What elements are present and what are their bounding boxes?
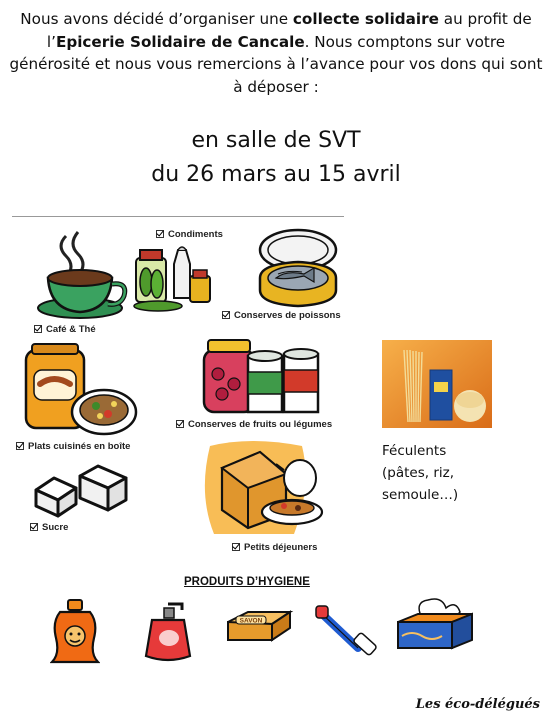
checkbox-icon [232,543,240,551]
checkbox-icon [156,230,164,238]
drop-off-info [0,124,552,192]
divider [12,216,344,217]
feculents-detail-1: (pâtes, riz, [382,465,455,481]
checkbox-icon [176,420,184,428]
intro-text-2: au profit de l’ [46,10,532,51]
tissue-box-icon [392,596,478,654]
signature: Les éco-délégués [415,697,540,712]
intro-highlight-collecte: collecte solidaire [292,10,439,28]
soap-bar-icon [222,608,296,648]
feculents-detail-2: semoule…) [382,487,459,503]
feculents-description [382,440,542,506]
intro-text-1: Nous avons décidé d’organiser une [20,10,293,28]
feculents-title: Féculents [382,443,447,459]
canned-meal-icon [22,340,140,438]
checkbox-icon [222,311,230,319]
label-cafe-the: Café & Thé [34,324,96,335]
breakfast-icon [202,438,330,534]
intro-text-3: . Nous comptons sur votre générosité et nous vous remercions à l’avance pour vos dons qui sont à déposer : [9,32,543,96]
checkbox-icon [30,523,38,531]
label-petits-dejeuners: Petits déjeuners [232,542,317,553]
label-sucre: Sucre [30,522,68,533]
pasta-photo [382,340,492,428]
toothbrush-icon [314,604,380,658]
hygiene-title: PRODUITS D’HYGIENE [184,576,310,588]
drop-off-location: en salle de SVT [191,128,361,153]
soap-pump-icon [140,598,196,662]
intro-paragraph [6,8,546,98]
label-condiments: Condiments [156,229,223,240]
drop-off-dates: du 26 mars au 15 avril [151,162,401,187]
checkbox-icon [16,442,24,450]
label-conserves-fruits-legumes: Conserves de fruits ou légumes [176,419,332,430]
shampoo-bottle-icon [50,598,100,664]
intro-highlight-epicerie: Epicerie Solidaire de Cancale [55,32,305,51]
fish-can-icon [250,224,344,312]
fruit-veg-cans-icon [200,334,324,416]
condiments-icon [128,242,220,314]
label-conserves-poissons: Conserves de poissons [222,310,341,321]
coffee-cup-icon [32,228,128,322]
soap-brand-text: SAVON [239,617,263,625]
sugar-cubes-icon [28,462,136,520]
label-plats-cuisines: Plats cuisinés en boîte [16,441,130,452]
checkbox-icon [34,325,42,333]
